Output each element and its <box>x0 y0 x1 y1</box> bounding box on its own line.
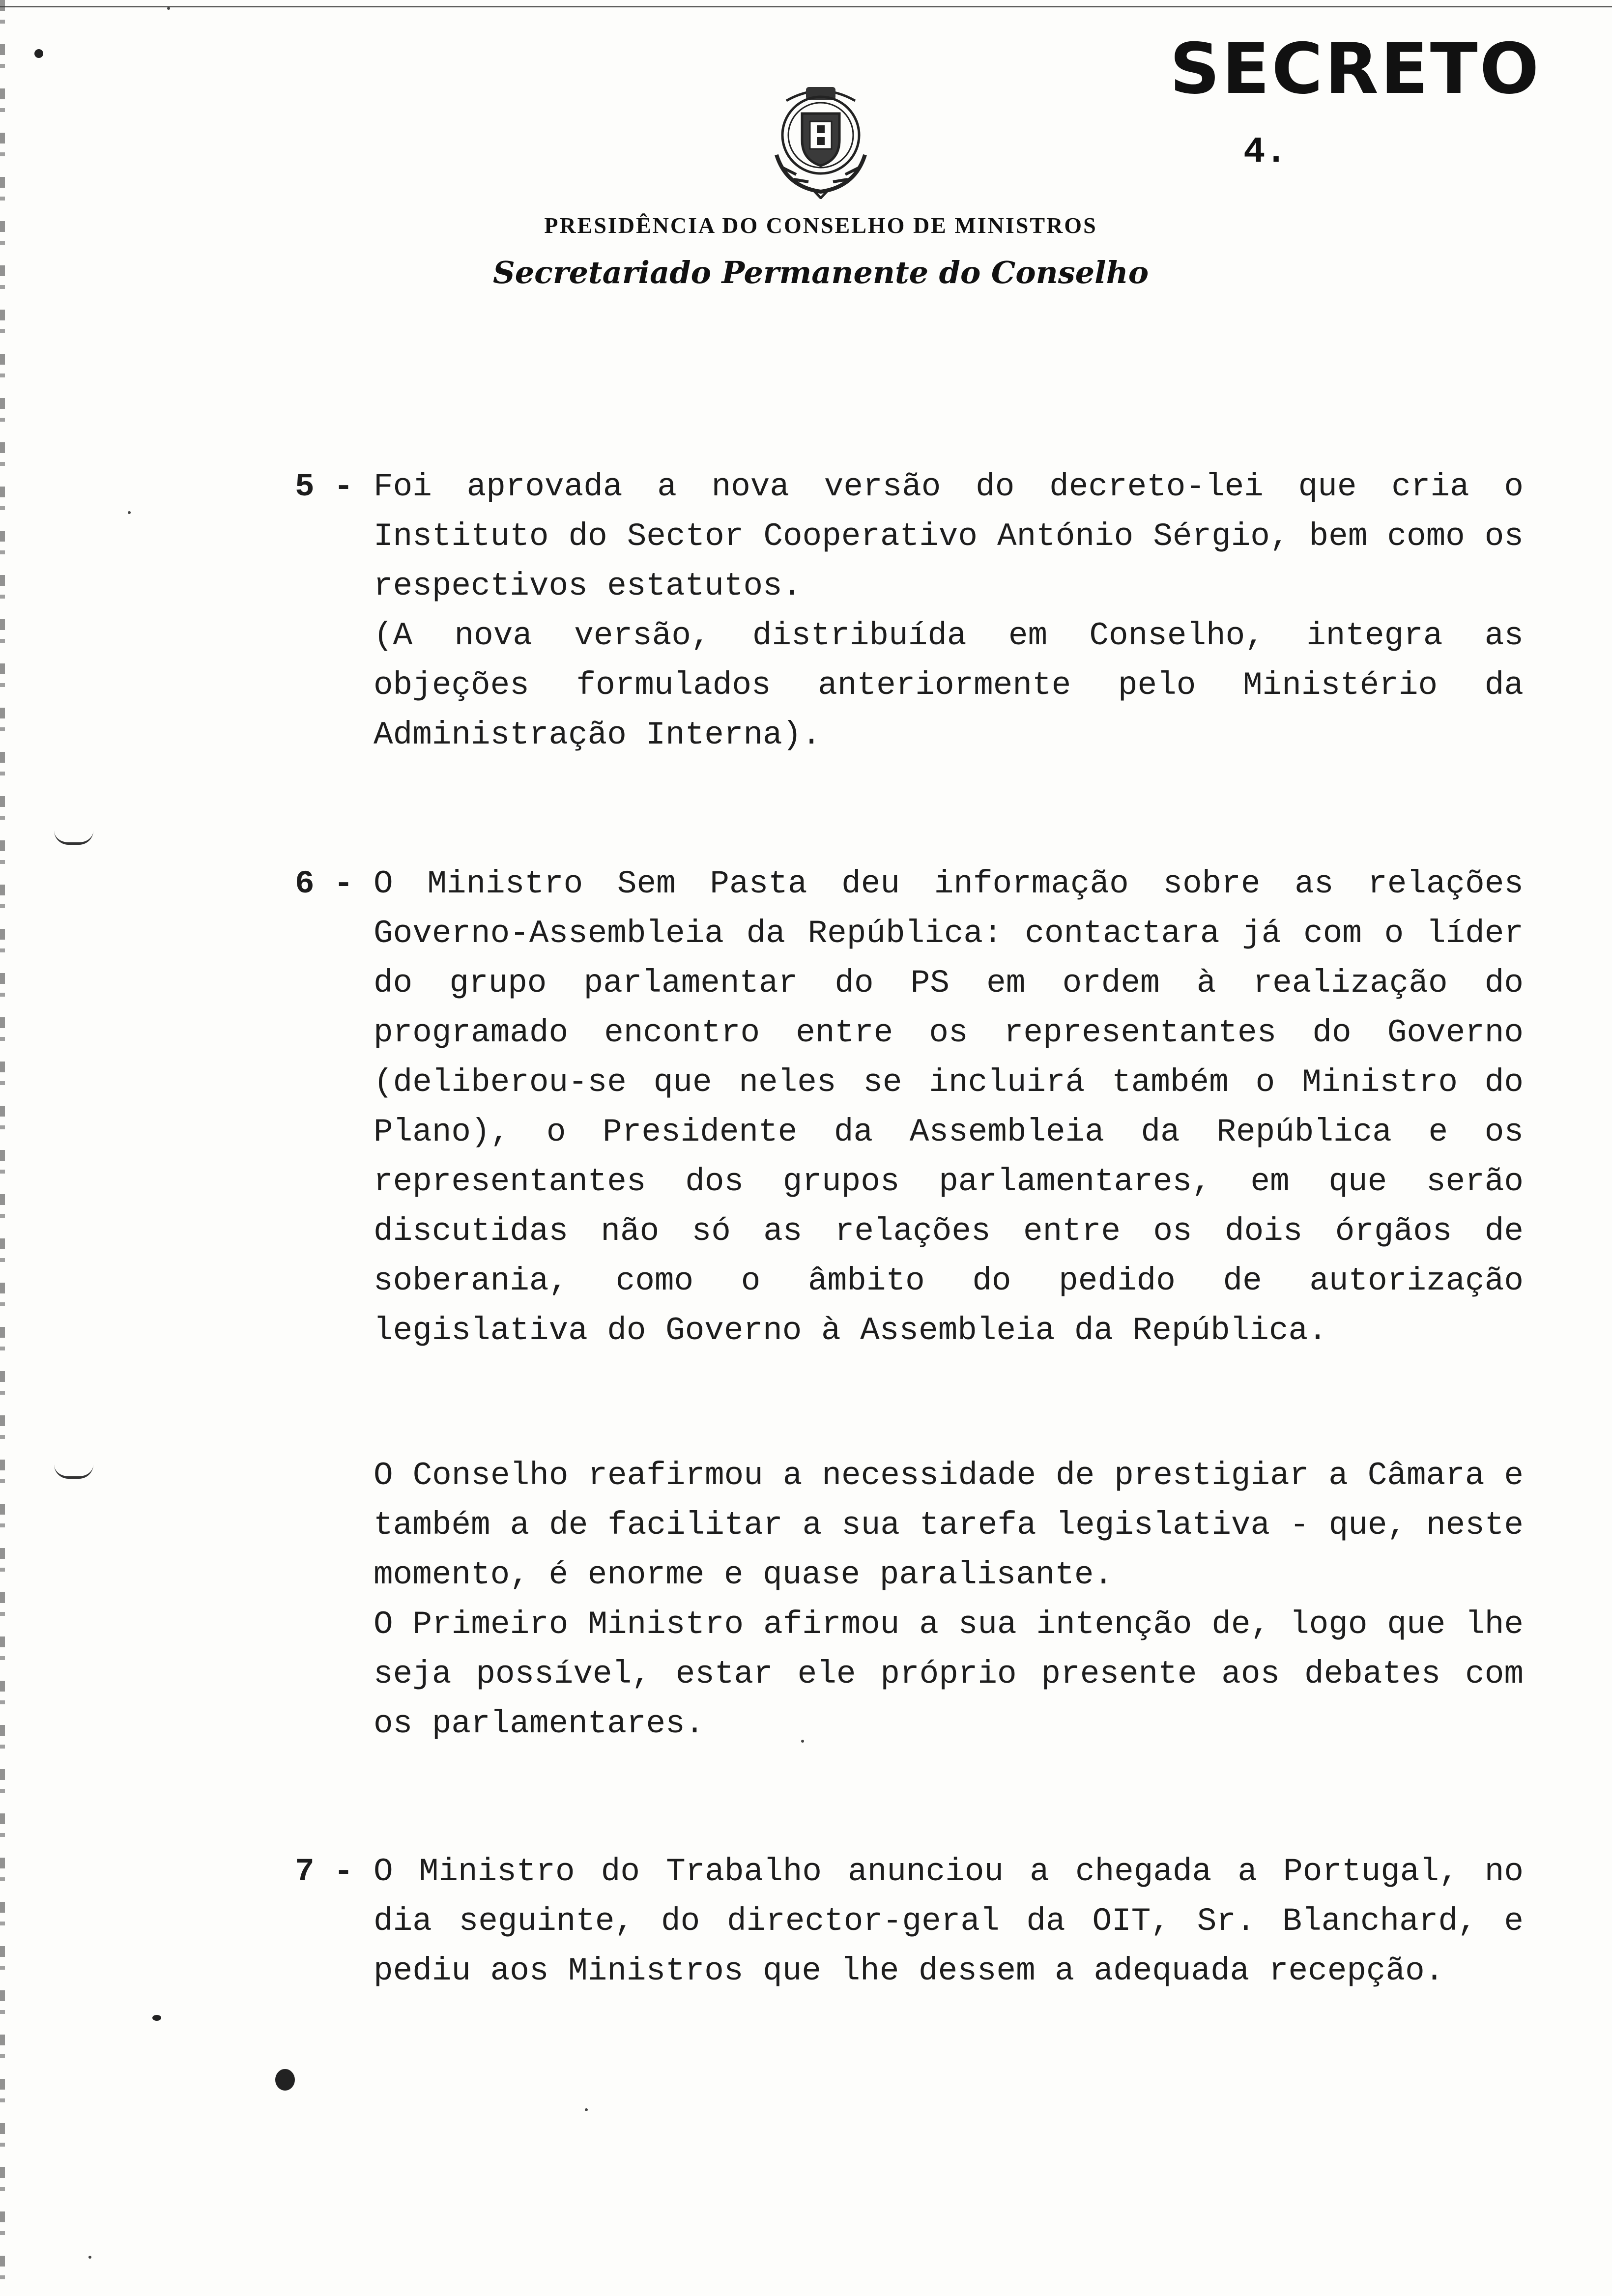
scan-left-edge <box>0 0 5 2296</box>
punch-hole-mark <box>34 49 43 58</box>
margin-mark <box>54 831 93 845</box>
ink-blot <box>275 2069 295 2091</box>
scan-speck <box>88 2256 91 2259</box>
item-number: 7 - <box>295 1853 353 1890</box>
item-text <box>374 1847 1524 1996</box>
scan-top-edge <box>0 6 1612 7</box>
scan-speck <box>128 511 131 514</box>
item-text <box>374 462 1524 760</box>
item-number: 6 - <box>295 865 353 902</box>
item-paragraph: O Ministro Sem Pasta deu informação sobre as relações Governo-Assembleia da República: contactara já com o líder do grupo parlamentar do PS em ordem à realização do programado encontro entre os representantes do Governo (deliberou-se que neles se incluirá também o Ministro do Plano), o Presidente da Assembleia da República e os representantes dos grupos parlamentares, em que serão discutidas não só as relações entre os dois órgãos de soberania, como o âmbito do pedido de autorização legislativa do Governo à Assembleia da República. <box>374 865 1524 1349</box>
item-paragraph: (A nova versão, distribuída em Conselho, integra as objeções formulados anteriormente pelo Ministério da Administração Interna). <box>374 617 1524 753</box>
item-paragraph: O Primeiro Ministro afirmou a sua intenção de, logo que lhe seja possível, estar ele próprio presente aos debates com os parlamentares. <box>374 1606 1524 1742</box>
classification-stamp: SECRETO <box>1170 29 1541 110</box>
item-paragraph: O Ministro do Trabalho anunciou a chegada a Portugal, no dia seguinte, do director-geral da OIT, Sr. Blanchard, e pediu aos Ministros que lhe dessem a adequada recepção. <box>374 1853 1524 1989</box>
page-number: 4. <box>1243 132 1287 173</box>
scan-speck <box>801 1740 804 1743</box>
item-text <box>374 859 1524 1355</box>
department-subheading: Secretariado Permanente do Conselho <box>492 255 1149 290</box>
item-paragraph: Foi aprovada a nova versão do decreto-lei que cria o Instituto do Sector Cooperativo António Sérgio, bem como os respectivos estatutos. <box>374 468 1524 604</box>
item-number: 5 - <box>295 468 353 505</box>
scan-speck <box>167 7 170 10</box>
scan-speck <box>585 2108 588 2111</box>
ink-speck <box>152 2015 161 2021</box>
coat-of-arms-seal <box>767 81 875 199</box>
item-paragraph: O Conselho reafirmou a necessidade de prestigiar a Câmara e também a de facilitar a sua tarefa legislativa - que, neste momento, é enorme e quase paralisante. <box>374 1457 1524 1593</box>
margin-mark <box>54 1464 93 1479</box>
item-text <box>374 1451 1524 1749</box>
institution-heading: PRESIDÊNCIA DO CONSELHO DE MINISTROS <box>544 213 1097 238</box>
